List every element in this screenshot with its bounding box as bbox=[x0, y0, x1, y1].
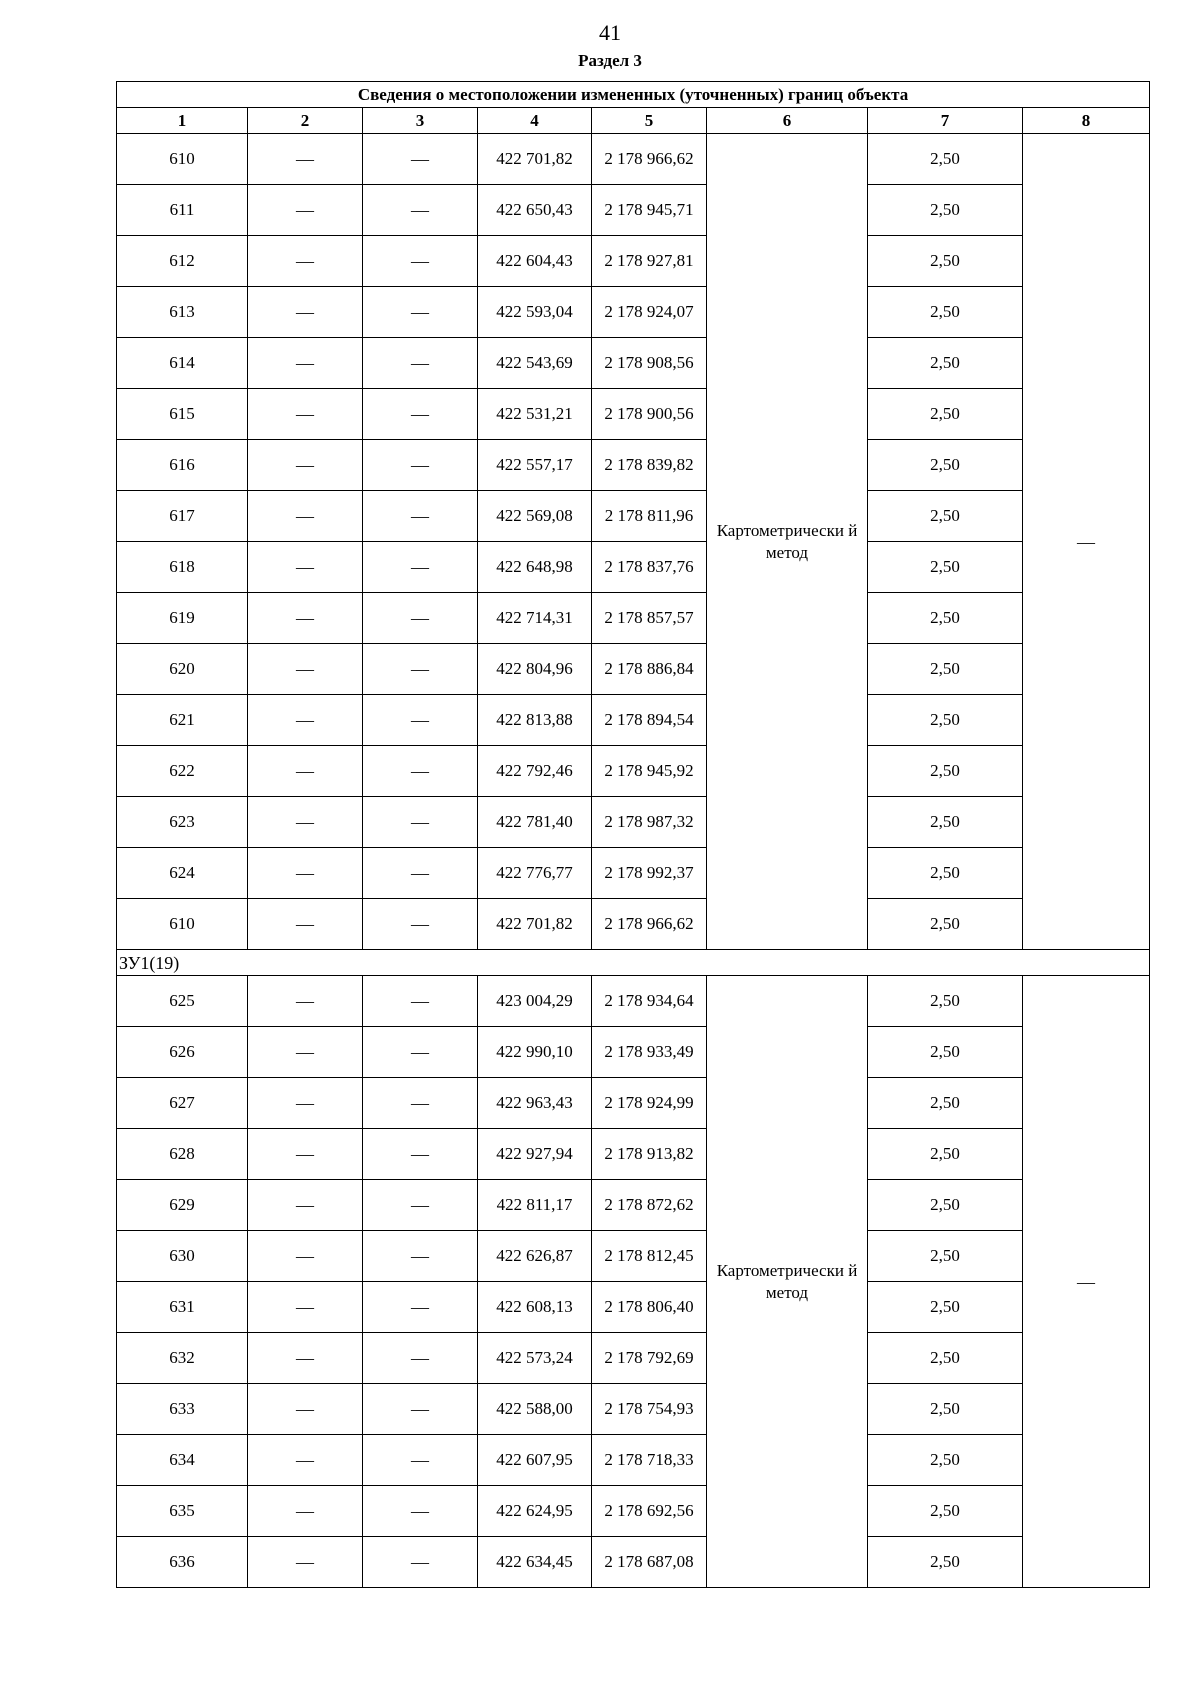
accuracy-cell: 2,50 bbox=[868, 1333, 1023, 1384]
x-coordinate-cell: 422 927,94 bbox=[478, 1129, 592, 1180]
column-2-cell: — bbox=[248, 440, 363, 491]
point-number-cell: 610 bbox=[117, 899, 248, 950]
point-number-cell: 629 bbox=[117, 1180, 248, 1231]
method-cell: Картометрически й метод bbox=[707, 134, 868, 950]
column-3-cell: — bbox=[363, 1384, 478, 1435]
x-coordinate-cell: 422 573,24 bbox=[478, 1333, 592, 1384]
column-header: 7 bbox=[868, 108, 1023, 134]
y-coordinate-cell: 2 178 966,62 bbox=[592, 899, 707, 950]
table-caption-row bbox=[117, 82, 1150, 108]
table-row bbox=[117, 389, 1150, 440]
table-row bbox=[117, 695, 1150, 746]
table-row bbox=[117, 491, 1150, 542]
column-3-cell: — bbox=[363, 1486, 478, 1537]
column-header: 4 bbox=[478, 108, 592, 134]
x-coordinate-cell: 422 781,40 bbox=[478, 797, 592, 848]
column-2-cell: — bbox=[248, 1384, 363, 1435]
accuracy-cell: 2,50 bbox=[868, 848, 1023, 899]
table-row bbox=[117, 1537, 1150, 1588]
column-3-cell: — bbox=[363, 899, 478, 950]
column-2-cell: — bbox=[248, 797, 363, 848]
column-3-cell: — bbox=[363, 695, 478, 746]
column-2-cell: — bbox=[248, 1231, 363, 1282]
point-number-cell: 627 bbox=[117, 1078, 248, 1129]
column-2-cell: — bbox=[248, 1180, 363, 1231]
y-coordinate-cell: 2 178 806,40 bbox=[592, 1282, 707, 1333]
column-2-cell: — bbox=[248, 542, 363, 593]
x-coordinate-cell: 422 569,08 bbox=[478, 491, 592, 542]
point-number-cell: 625 bbox=[117, 976, 248, 1027]
column-header: 1 bbox=[117, 108, 248, 134]
y-coordinate-cell: 2 178 924,07 bbox=[592, 287, 707, 338]
column-3-cell: — bbox=[363, 1435, 478, 1486]
column-8-cell: — bbox=[1023, 976, 1150, 1588]
x-coordinate-cell: 422 626,87 bbox=[478, 1231, 592, 1282]
point-number-cell: 617 bbox=[117, 491, 248, 542]
x-coordinate-cell: 422 813,88 bbox=[478, 695, 592, 746]
point-number-cell: 615 bbox=[117, 389, 248, 440]
point-number-cell: 635 bbox=[117, 1486, 248, 1537]
column-2-cell: — bbox=[248, 593, 363, 644]
table-row bbox=[117, 440, 1150, 491]
x-coordinate-cell: 422 792,46 bbox=[478, 746, 592, 797]
column-8-cell: — bbox=[1023, 134, 1150, 950]
y-coordinate-cell: 2 178 933,49 bbox=[592, 1027, 707, 1078]
accuracy-cell: 2,50 bbox=[868, 287, 1023, 338]
accuracy-cell: 2,50 bbox=[868, 134, 1023, 185]
x-coordinate-cell: 422 701,82 bbox=[478, 134, 592, 185]
accuracy-cell: 2,50 bbox=[868, 389, 1023, 440]
group-label-row bbox=[117, 950, 1150, 976]
y-coordinate-cell: 2 178 966,62 bbox=[592, 134, 707, 185]
x-coordinate-cell: 422 604,43 bbox=[478, 236, 592, 287]
table-row bbox=[117, 185, 1150, 236]
column-3-cell: — bbox=[363, 440, 478, 491]
x-coordinate-cell: 422 588,00 bbox=[478, 1384, 592, 1435]
x-coordinate-cell: 422 804,96 bbox=[478, 644, 592, 695]
table-row bbox=[117, 593, 1150, 644]
accuracy-cell: 2,50 bbox=[868, 1129, 1023, 1180]
point-number-cell: 633 bbox=[117, 1384, 248, 1435]
x-coordinate-cell: 422 648,98 bbox=[478, 542, 592, 593]
column-2-cell: — bbox=[248, 1027, 363, 1078]
x-coordinate-cell: 422 714,31 bbox=[478, 593, 592, 644]
point-number-cell: 626 bbox=[117, 1027, 248, 1078]
table-row bbox=[117, 542, 1150, 593]
x-coordinate-cell: 422 963,43 bbox=[478, 1078, 592, 1129]
column-3-cell: — bbox=[363, 236, 478, 287]
y-coordinate-cell: 2 178 945,71 bbox=[592, 185, 707, 236]
column-2-cell: — bbox=[248, 695, 363, 746]
x-coordinate-cell: 422 543,69 bbox=[478, 338, 592, 389]
accuracy-cell: 2,50 bbox=[868, 593, 1023, 644]
column-3-cell: — bbox=[363, 848, 478, 899]
point-number-cell: 622 bbox=[117, 746, 248, 797]
column-3-cell: — bbox=[363, 1282, 478, 1333]
y-coordinate-cell: 2 178 754,93 bbox=[592, 1384, 707, 1435]
y-coordinate-cell: 2 178 687,08 bbox=[592, 1537, 707, 1588]
column-2-cell: — bbox=[248, 1333, 363, 1384]
boundary-coordinates-table bbox=[116, 81, 1150, 1588]
column-3-cell: — bbox=[363, 134, 478, 185]
point-number-cell: 613 bbox=[117, 287, 248, 338]
y-coordinate-cell: 2 178 913,82 bbox=[592, 1129, 707, 1180]
column-3-cell: — bbox=[363, 1078, 478, 1129]
table-row bbox=[117, 797, 1150, 848]
point-number-cell: 611 bbox=[117, 185, 248, 236]
column-2-cell: — bbox=[248, 185, 363, 236]
table-row bbox=[117, 1435, 1150, 1486]
column-2-cell: — bbox=[248, 287, 363, 338]
table-row bbox=[117, 1129, 1150, 1180]
column-2-cell: — bbox=[248, 338, 363, 389]
accuracy-cell: 2,50 bbox=[868, 236, 1023, 287]
x-coordinate-cell: 422 624,95 bbox=[478, 1486, 592, 1537]
accuracy-cell: 2,50 bbox=[868, 1384, 1023, 1435]
accuracy-cell: 2,50 bbox=[868, 899, 1023, 950]
x-coordinate-cell: 422 607,95 bbox=[478, 1435, 592, 1486]
accuracy-cell: 2,50 bbox=[868, 1027, 1023, 1078]
point-number-cell: 620 bbox=[117, 644, 248, 695]
accuracy-cell: 2,50 bbox=[868, 644, 1023, 695]
column-3-cell: — bbox=[363, 185, 478, 236]
column-3-cell: — bbox=[363, 1180, 478, 1231]
column-2-cell: — bbox=[248, 848, 363, 899]
column-3-cell: — bbox=[363, 1537, 478, 1588]
column-header: 6 bbox=[707, 108, 868, 134]
x-coordinate-cell: 422 990,10 bbox=[478, 1027, 592, 1078]
y-coordinate-cell: 2 178 908,56 bbox=[592, 338, 707, 389]
column-2-cell: — bbox=[248, 1537, 363, 1588]
column-3-cell: — bbox=[363, 976, 478, 1027]
column-2-cell: — bbox=[248, 1486, 363, 1537]
x-coordinate-cell: 422 593,04 bbox=[478, 287, 592, 338]
column-3-cell: — bbox=[363, 491, 478, 542]
table-row bbox=[117, 848, 1150, 899]
column-2-cell: — bbox=[248, 389, 363, 440]
y-coordinate-cell: 2 178 945,92 bbox=[592, 746, 707, 797]
accuracy-cell: 2,50 bbox=[868, 491, 1023, 542]
column-2-cell: — bbox=[248, 1435, 363, 1486]
point-number-cell: 619 bbox=[117, 593, 248, 644]
accuracy-cell: 2,50 bbox=[868, 746, 1023, 797]
accuracy-cell: 2,50 bbox=[868, 542, 1023, 593]
x-coordinate-cell: 422 557,17 bbox=[478, 440, 592, 491]
point-number-cell: 630 bbox=[117, 1231, 248, 1282]
accuracy-cell: 2,50 bbox=[868, 1078, 1023, 1129]
y-coordinate-cell: 2 178 839,82 bbox=[592, 440, 707, 491]
column-3-cell: — bbox=[363, 644, 478, 695]
column-2-cell: — bbox=[248, 1129, 363, 1180]
column-3-cell: — bbox=[363, 1129, 478, 1180]
table-caption: Сведения о местоположении измененных (уточненных) границ объекта bbox=[117, 82, 1150, 108]
column-3-cell: — bbox=[363, 797, 478, 848]
table-row bbox=[117, 338, 1150, 389]
point-number-cell: 610 bbox=[117, 134, 248, 185]
point-number-cell: 628 bbox=[117, 1129, 248, 1180]
column-header-row bbox=[117, 108, 1150, 134]
x-coordinate-cell: 422 811,17 bbox=[478, 1180, 592, 1231]
y-coordinate-cell: 2 178 894,54 bbox=[592, 695, 707, 746]
column-2-cell: — bbox=[248, 134, 363, 185]
column-header: 5 bbox=[592, 108, 707, 134]
accuracy-cell: 2,50 bbox=[868, 1435, 1023, 1486]
y-coordinate-cell: 2 178 992,37 bbox=[592, 848, 707, 899]
x-coordinate-cell: 422 650,43 bbox=[478, 185, 592, 236]
column-2-cell: — bbox=[248, 1282, 363, 1333]
table-row bbox=[117, 1486, 1150, 1537]
y-coordinate-cell: 2 178 811,96 bbox=[592, 491, 707, 542]
y-coordinate-cell: 2 178 927,81 bbox=[592, 236, 707, 287]
accuracy-cell: 2,50 bbox=[868, 1486, 1023, 1537]
column-2-cell: — bbox=[248, 976, 363, 1027]
table-row bbox=[117, 644, 1150, 695]
x-coordinate-cell: 422 531,21 bbox=[478, 389, 592, 440]
table-row bbox=[117, 134, 1150, 185]
point-number-cell: 624 bbox=[117, 848, 248, 899]
point-number-cell: 616 bbox=[117, 440, 248, 491]
column-2-cell: — bbox=[248, 236, 363, 287]
x-coordinate-cell: 422 608,13 bbox=[478, 1282, 592, 1333]
x-coordinate-cell: 422 634,45 bbox=[478, 1537, 592, 1588]
point-number-cell: 636 bbox=[117, 1537, 248, 1588]
accuracy-cell: 2,50 bbox=[868, 1231, 1023, 1282]
column-2-cell: — bbox=[248, 644, 363, 695]
table-row bbox=[117, 1027, 1150, 1078]
table-row bbox=[117, 1180, 1150, 1231]
table-row bbox=[117, 976, 1150, 1027]
column-2-cell: — bbox=[248, 491, 363, 542]
y-coordinate-cell: 2 178 872,62 bbox=[592, 1180, 707, 1231]
accuracy-cell: 2,50 bbox=[868, 440, 1023, 491]
y-coordinate-cell: 2 178 886,84 bbox=[592, 644, 707, 695]
x-coordinate-cell: 423 004,29 bbox=[478, 976, 592, 1027]
column-2-cell: — bbox=[248, 746, 363, 797]
accuracy-cell: 2,50 bbox=[868, 185, 1023, 236]
method-cell: Картометрически й метод bbox=[707, 976, 868, 1588]
y-coordinate-cell: 2 178 924,99 bbox=[592, 1078, 707, 1129]
table-row bbox=[117, 899, 1150, 950]
y-coordinate-cell: 2 178 934,64 bbox=[592, 976, 707, 1027]
group-label: ЗУ1(19) bbox=[117, 950, 1150, 976]
table-row bbox=[117, 1282, 1150, 1333]
table-row bbox=[117, 746, 1150, 797]
column-header: 2 bbox=[248, 108, 363, 134]
y-coordinate-cell: 2 178 792,69 bbox=[592, 1333, 707, 1384]
column-header: 8 bbox=[1023, 108, 1150, 134]
table-row bbox=[117, 1384, 1150, 1435]
section-title: Раздел 3 bbox=[578, 51, 642, 70]
column-3-cell: — bbox=[363, 746, 478, 797]
column-3-cell: — bbox=[363, 1027, 478, 1078]
point-number-cell: 623 bbox=[117, 797, 248, 848]
accuracy-cell: 2,50 bbox=[868, 976, 1023, 1027]
table-row bbox=[117, 236, 1150, 287]
column-3-cell: — bbox=[363, 389, 478, 440]
column-3-cell: — bbox=[363, 542, 478, 593]
y-coordinate-cell: 2 178 837,76 bbox=[592, 542, 707, 593]
y-coordinate-cell: 2 178 900,56 bbox=[592, 389, 707, 440]
y-coordinate-cell: 2 178 812,45 bbox=[592, 1231, 707, 1282]
point-number-cell: 632 bbox=[117, 1333, 248, 1384]
accuracy-cell: 2,50 bbox=[868, 1180, 1023, 1231]
column-3-cell: — bbox=[363, 593, 478, 644]
point-number-cell: 634 bbox=[117, 1435, 248, 1486]
y-coordinate-cell: 2 178 987,32 bbox=[592, 797, 707, 848]
column-3-cell: — bbox=[363, 338, 478, 389]
accuracy-cell: 2,50 bbox=[868, 1537, 1023, 1588]
x-coordinate-cell: 422 701,82 bbox=[478, 899, 592, 950]
point-number-cell: 618 bbox=[117, 542, 248, 593]
column-header: 3 bbox=[363, 108, 478, 134]
column-3-cell: — bbox=[363, 1231, 478, 1282]
point-number-cell: 621 bbox=[117, 695, 248, 746]
page-number: 41 bbox=[599, 20, 621, 45]
column-3-cell: — bbox=[363, 1333, 478, 1384]
point-number-cell: 612 bbox=[117, 236, 248, 287]
y-coordinate-cell: 2 178 857,57 bbox=[592, 593, 707, 644]
table-row bbox=[117, 1078, 1150, 1129]
table-row bbox=[117, 1333, 1150, 1384]
y-coordinate-cell: 2 178 692,56 bbox=[592, 1486, 707, 1537]
point-number-cell: 614 bbox=[117, 338, 248, 389]
table-row bbox=[117, 287, 1150, 338]
column-2-cell: — bbox=[248, 1078, 363, 1129]
table-row bbox=[117, 1231, 1150, 1282]
y-coordinate-cell: 2 178 718,33 bbox=[592, 1435, 707, 1486]
accuracy-cell: 2,50 bbox=[868, 797, 1023, 848]
accuracy-cell: 2,50 bbox=[868, 338, 1023, 389]
column-3-cell: — bbox=[363, 287, 478, 338]
accuracy-cell: 2,50 bbox=[868, 1282, 1023, 1333]
column-2-cell: — bbox=[248, 899, 363, 950]
x-coordinate-cell: 422 776,77 bbox=[478, 848, 592, 899]
accuracy-cell: 2,50 bbox=[868, 695, 1023, 746]
point-number-cell: 631 bbox=[117, 1282, 248, 1333]
